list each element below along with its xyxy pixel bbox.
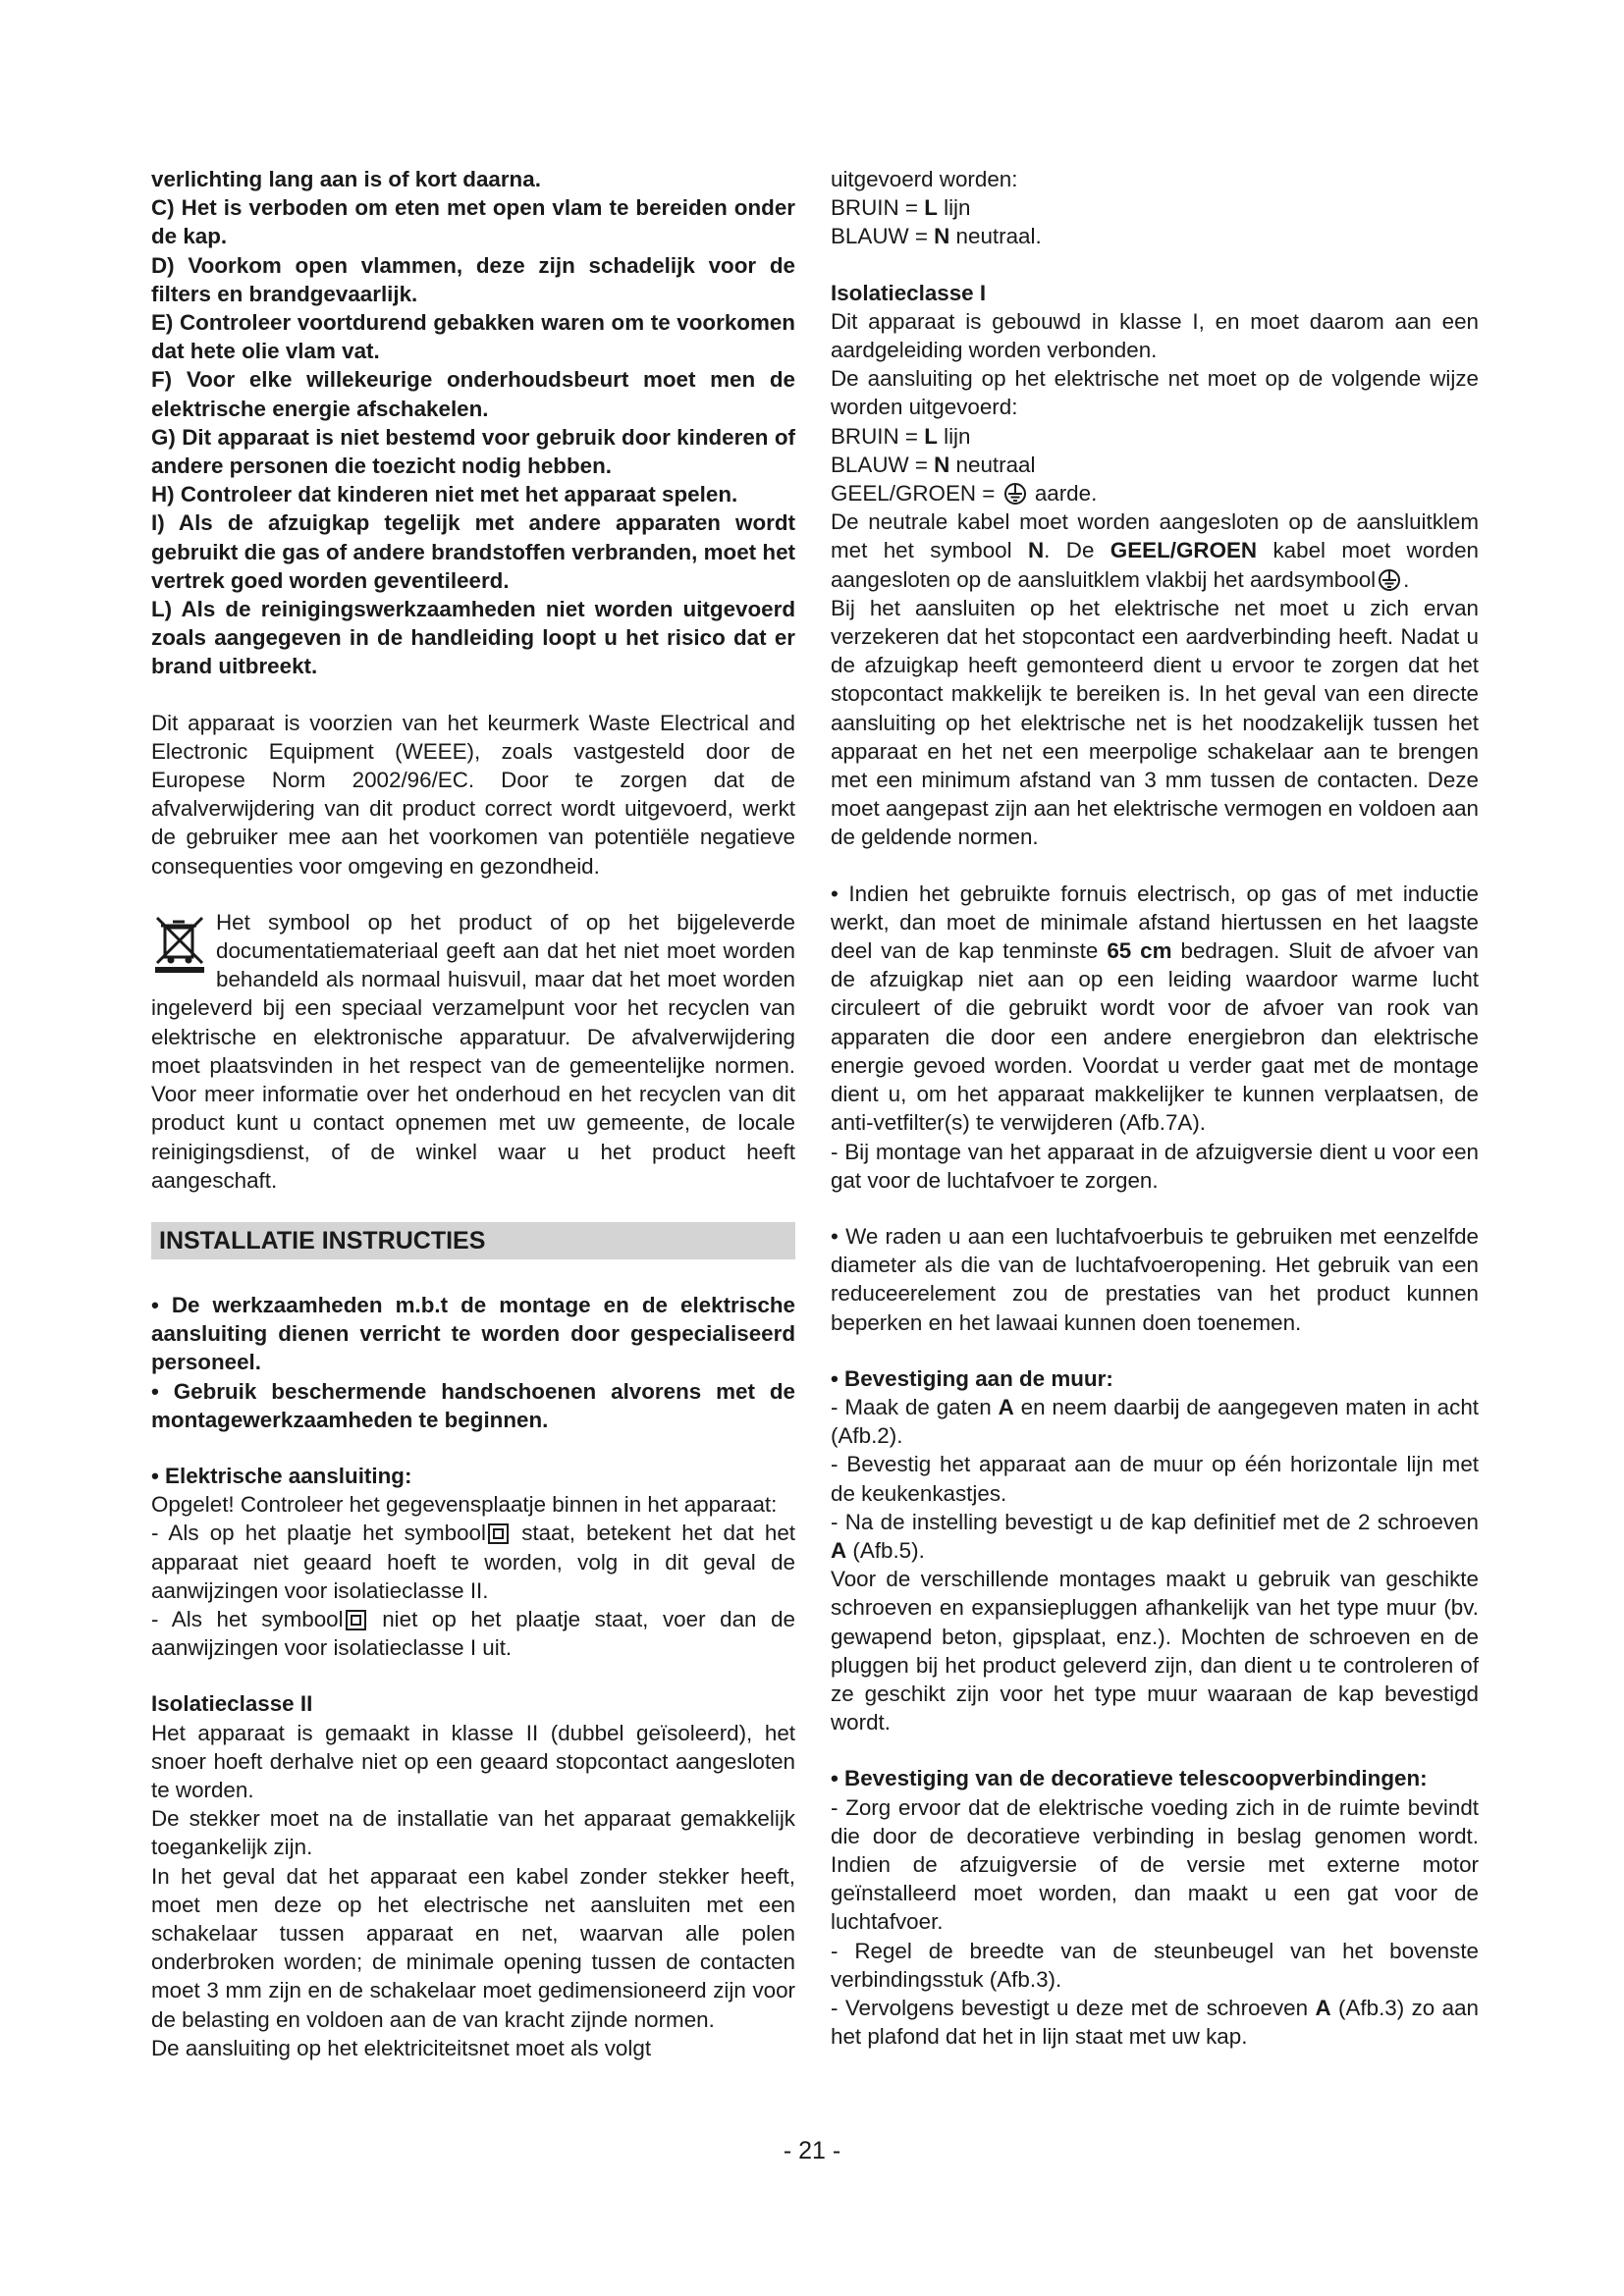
class2-heading: Isolatieclasse II — [151, 1691, 313, 1717]
warning-line: H) Controleer dat kinderen niet met het apparaat spelen. — [151, 482, 738, 507]
warning-line: verlichting lang aan is of kort daarna. — [151, 167, 541, 191]
symbol-text: Het symbool op het product of op het bijgeleverde documentatiemateriaal geeft aan dat het niet moet worden behandeld als normaal huisvuil, maar dat het moet worden ingeleverd bij een speciaal verzamelpunt voor het recyclen van elektrische en elektronische apparatuur. De afvalverwijdering moet plaatsvinden in het respect van de gemeentelijke normen. Voor meer informatie over het onderhoud en het recyclen van dit product kunt u contact opnemen met uw gemeente, de locale reinigingsdienst, of de winkel waar u het product heeft aangeschaft. — [151, 909, 795, 1193]
page-number: - 21 - — [783, 2137, 841, 2164]
wire-brown: BRUIN = L lijn — [831, 195, 971, 221]
duct-text: • We raden u aan een luchtafvoerbuis te gebruiken met eenzelfde diameter als die van de luchtafvoeropening. Het gebruik van een reduceerelement zou de prestaties van het product kunnen beperken en het lawaai kunnen doen toenemen. — [831, 1223, 1479, 1335]
warning-line: L) Als de reinigingswerkzaamheden niet worden uitgevoerd zoals aangegeven in de handleiding loopt u het risico dat er brand uitbreekt. — [151, 597, 795, 679]
double-square-icon — [488, 1523, 509, 1544]
wire-blue: BLAUW = N neutraal. — [831, 224, 1042, 249]
warning-line: G) Dit apparaat is niet bestemd voor gebruik door kinderen of andere personen die toezicht nodig hebben. — [151, 424, 795, 479]
left-column — [151, 165, 795, 2062]
section-title: INSTALLATIE INSTRUCTIES — [151, 1222, 795, 1259]
install-bullet: • Gebruik beschermende handschoenen alvorens met de montagewerkzaamheden te beginnen. — [151, 1378, 795, 1432]
right-column — [831, 165, 1479, 2051]
class1-text: De aansluiting op het elektrische net moet op de volgende wijze worden uitgevoerd: — [831, 366, 1479, 420]
class2-text: Het apparaat is gemaakt in klasse II (dubbel geïsoleerd), het snoer hoeft derhalve niet op een geaard stopcontact aangesloten te worden. — [151, 1720, 795, 1802]
elec-intro: Opgelet! Controleer het gegevensplaatje binnen in het apparaat: — [151, 1492, 778, 1518]
install-bullet: • De werkzaamheden m.b.t de montage en de elektrische aansluiting dienen verricht te worden door gespecialiseerd personeel. — [151, 1292, 795, 1375]
class2-text: De aansluiting op het elektriciteitsnet moet als volgt — [151, 2035, 652, 2060]
continuation: uitgevoerd worden: — [831, 167, 1018, 191]
class1-text: Bij het aansluiten op het elektrische net moet u zich ervan verzekeren dat het stopcontact een aardverbinding heeft. Nadat u de afzuigkap heeft gemonteerd dient u ervoor te zorgen dat het stopcontact makkelijk te bereiken is. In het geval van een directe aansluiting op het elektrische net is het noodzakelijk tussen het apparaat en het net een meerpolige schakelaar aan te brengen met een minimum afstand van 3 mm tussen de contacten. Deze moet aangepast zijn aan het elektrische vermogen en voldoen aan de geldende normen. — [831, 595, 1479, 850]
wall-step: - Bevestig het apparaat aan de muur op één horizontale lijn met de keukenkastjes. — [831, 1452, 1479, 1506]
telescope-heading: • Bevestiging van de decoratieve telescoopverbindingen: — [831, 1766, 1428, 1791]
telescope-step: - Regel de breedte van de steunbeugel van het bovenste verbindingsstuk (Afb.3). — [831, 1938, 1479, 1992]
warning-line: I) Als de afzuigkap tegelijk met andere apparaten wordt gebruikt die gas of andere brandstoffen verbranden, moet het vertrek goed worden geventileerd. — [151, 510, 795, 593]
wire-brown: BRUIN = L lijn — [831, 423, 971, 449]
warning-line: C) Het is verboden om eten met open vlam te bereiden onder de kap. — [151, 195, 795, 249]
elec-heading: • Elektrische aansluiting: — [151, 1463, 412, 1488]
wire-earth: GEEL/GROEN = aarde. — [831, 481, 1098, 507]
symbol-paragraph — [151, 908, 795, 1195]
elec-line-a: - Als op het plaatje het symbool staat, betekent het dat het apparaat niet geaard hoeft te worden, volg in dit geval de aanwijzingen voor isolatieclasse II. — [151, 1521, 795, 1603]
wall-step: - Na de instelling bevestigt u de kap definitief met de 2 schroeven A (Afb.5). — [831, 1509, 1479, 1563]
weee-paragraph: Dit apparaat is voorzien van het keurmerk Waste Electrical and Electronic Equipment (WEEE), zoals vastgesteld door de Europese Norm 2002/96/EC. Door te zorgen dat de afvalverwijdering van dit product correct wordt uitgevoerd, werkt de gebruiker mee aan het voorkomen van potentiële negatieve consequenties voor omgeving en gezondheid. — [151, 710, 795, 879]
warning-line: F) Voor elke willekeurige onderhoudsbeurt moet men de elektrische energie afschakelen. — [151, 367, 795, 421]
cooker-text: - Bij montage van het apparaat in de afzuigversie dient u voor een gat voor de luchtafvoer te zorgen. — [831, 1139, 1479, 1193]
warning-line: E) Controleer voortdurend gebakken waren om te voorkomen dat hete olie vlam vat. — [151, 310, 795, 364]
elec-line-b: - Als het symbool niet op het plaatje staat, voer dan de aanwijzingen voor isolatieclasse I uit. — [151, 1606, 795, 1661]
cooker-text: • Indien het gebruikte fornuis electrisch, op gas of met inductie werkt, dan moet de minimale afstand hiertussen en het laagste deel van de kap tenminste 65 cm bedragen. Sluit de afvoer van de afzuigkap niet aan op een leiding waardoor warme lucht circuleert of die gebruikt wordt voor de afvoer van rook van apparaten die door een andere energiebron dan elektrische energie gevoed worden. Voordat u verder gaat met de montage dient u, om het apparaat makkelijker te kunnen verplaatsen, de anti-vetfilter(s) te verwijderen (Afb.7A). — [831, 881, 1479, 1136]
wire-blue: BLAUW = N neutraal — [831, 452, 1036, 477]
wall-step: - Maak de gaten A en neem daarbij de aangegeven maten in acht (Afb.2). — [831, 1394, 1479, 1449]
wall-heading: • Bevestiging aan de muur: — [831, 1365, 1113, 1391]
earth-ground-icon — [1003, 482, 1027, 506]
neutral-text: De neutrale kabel moet worden aangesloten op de aansluitklem met het symbool N. De GEEL/GROEN kabel moet worden aangesloten op de aansluitklem vlakbij het aardsymbool . — [831, 509, 1479, 592]
warning-line: D) Voorkom open vlammen, deze zijn schadelijk voor de filters en brandgevaarlijk. — [151, 252, 795, 306]
class1-heading: Isolatieclasse I — [831, 280, 987, 305]
earth-ground-icon — [1378, 568, 1401, 592]
class2-text: In het geval dat het apparaat een kabel zonder stekker heeft, moet men deze op het electrische net aansluiten met een schakelaar tussen apparaat en net, waarvan alle polen onderbroken worden; de minimale opening tussen de contacten moet 3 mm zijn en de schakelaar moet gedimensioneerd zijn voor de belasting en voldoen aan de van kracht zijnde normen. — [151, 1863, 795, 2032]
telescope-step: - Zorg ervoor dat de elektrische voeding zich in de ruimte bevindt die door de decoratieve verbinding in beslag genomen wordt. Indien de afzuigversie of de versie met externe motor geïnstalleerd moet worden, dan maakt u een gat voor de luchtafvoer. — [831, 1794, 1479, 1935]
class2-text: De stekker moet na de installatie van het apparaat gemakkelijk toegankelijk zijn. — [151, 1806, 795, 1860]
wall-step: Voor de verschillende montages maakt u gebruik van geschikte schroeven en expansiepluggen afhankelijk van het type muur (bv. gewapend beton, gipsplaat, enz.). Mochten de schroeven en de pluggen bij het product geleverd zijn, dan dient u te controleren of ze geschikt zijn voor het type muur waaraan de kap bevestigd wordt. — [831, 1567, 1479, 1735]
double-square-icon — [346, 1610, 366, 1630]
telescope-step: - Vervolgens bevestigt u deze met de schroeven A (Afb.3) zo aan het plafond dat het in lijn staat met uw kap. — [831, 1995, 1479, 2050]
crossed-out-bin-icon — [151, 914, 208, 973]
class1-text: Dit apparaat is gebouwd in klasse I, en moet daarom aan een aardgeleiding worden verbonden. — [831, 308, 1479, 363]
